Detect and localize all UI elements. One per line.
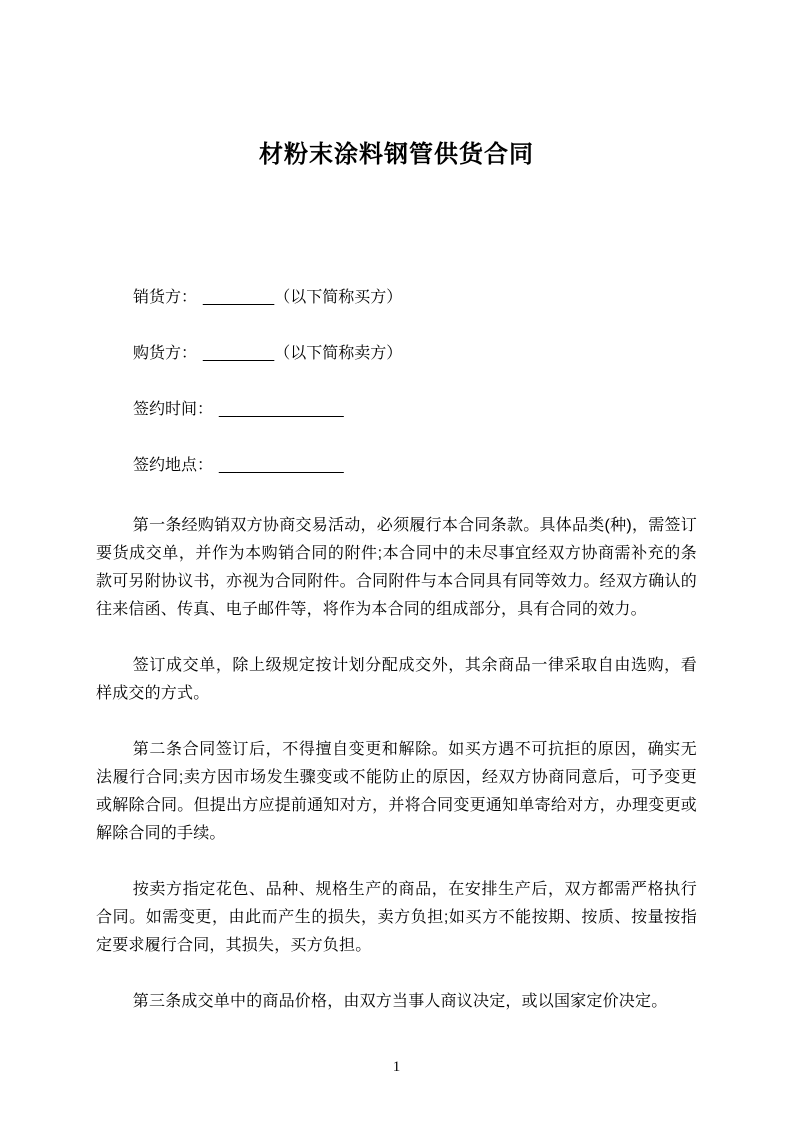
buyer-blank-line: ________ — [203, 345, 275, 362]
document-title: 材粉末涂料钢管供货合同 — [259, 141, 534, 168]
clause-2-supplement-paragraph: 按卖方指定花色、品种、规格生产的商品，在安排生产后，双方都需严格执行合同。如需变更，由此而产生的损失，卖方负担;如买方不能按期、按质、按量按指定要求履行合同，其损失，买方负担。 — [96, 881, 697, 954]
signing-time-blank-line: ______________ — [219, 401, 344, 418]
signing-place-field-line — [96, 456, 697, 476]
seller-label: 销货方： — [133, 289, 198, 306]
contract-header-fields — [96, 288, 697, 476]
contract-body — [96, 512, 697, 1016]
signing-place-blank-line: ______________ — [219, 457, 344, 474]
seller-field-line — [96, 288, 697, 308]
seller-blank-line: ________ — [203, 289, 275, 306]
clause-3-paragraph: 第三条成交单中的商品价格，由双方当事人商议决定，或以国家定价决定。 — [132, 993, 668, 1010]
clause-1-supplement-paragraph: 签订成交单，除上级规定按计划分配成交外，其余商品一律采取自由选购，看样成交的方式。 — [96, 657, 697, 702]
buyer-note: （以下简称卖方） — [274, 345, 403, 362]
clause-2-paragraph: 第二条合同签订后，不得擅自变更和解除。如买方遇不可抗拒的原因，确实无法履行合同;卖方因市场发生骤变或不能防止的原因，经双方协商同意后，可予变更或解除合同。但提出方应提前通知对方，并将合同变更通知单寄给对方，办理变更或解除合同的手续。 — [96, 741, 697, 842]
clause-1-paragraph: 第一条经购销双方协商交易活动，必须履行本合同条款。具体品类(种)，需签订要货成交单，并作为本购销合同的附件;本合同中的未尽事宜经双方协商需补充的条款可另附协议书，亦视为合同附件。合同附件与本合同具有同等效力。经双方确认的往来信函、传真、电子邮件等，将作为本合同的组成部分，具有合同的效力。 — [96, 517, 697, 618]
signing-time-label: 签约时间： — [133, 401, 214, 418]
signing-time-field-line — [96, 400, 697, 420]
signing-place-label: 签约地点： — [133, 457, 214, 474]
buyer-label: 购货方： — [133, 345, 198, 362]
page-number: 1 — [392, 1059, 401, 1075]
seller-note: （以下简称买方） — [274, 289, 403, 306]
buyer-field-line — [96, 344, 697, 364]
